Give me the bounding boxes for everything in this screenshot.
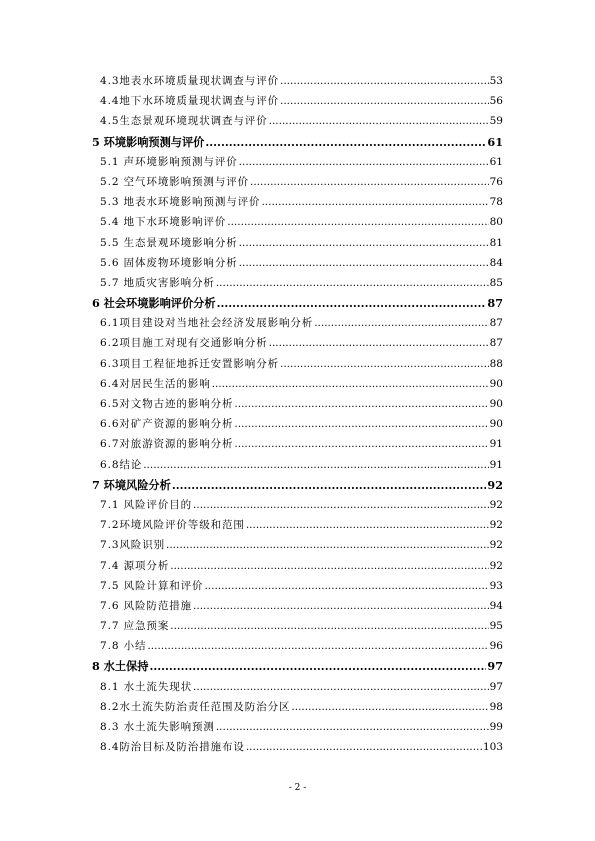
toc-entry-title: 6.5对文物古迹的影响分析 — [100, 398, 234, 410]
toc-entry-page-number: 90 — [489, 377, 503, 390]
toc-entry-page-number: 84 — [489, 256, 503, 269]
toc-entry-title: 6.4对居民生活的影响 — [100, 377, 211, 390]
toc-dot-leader — [261, 192, 488, 212]
toc-entry-page-number: 103 — [482, 741, 503, 754]
toc-chapter-entry[interactable] — [92, 656, 503, 676]
toc-entry-title: 4.5生态景观环境现状调查与评价 — [100, 115, 268, 128]
toc-chapter-entry[interactable] — [92, 293, 503, 313]
toc-dot-leader — [172, 475, 487, 495]
toc-entry-page-number: 98 — [489, 700, 503, 713]
toc-section-entry[interactable] — [92, 495, 503, 515]
toc-dot-leader — [193, 495, 489, 515]
toc-dot-leader — [234, 434, 488, 454]
toc-entry-title: 5.4 地下水环境影响评价 — [100, 216, 227, 229]
table-of-contents — [92, 71, 503, 757]
toc-section-entry[interactable] — [92, 414, 503, 434]
toc-entry-page-number: 92 — [487, 477, 503, 492]
toc-dot-leader — [166, 535, 489, 555]
toc-entry-page-number: 87 — [489, 317, 503, 330]
toc-entry-page-number: 92 — [489, 539, 503, 552]
toc-dot-leader — [212, 374, 489, 394]
toc-entry-page-number: 96 — [489, 640, 503, 653]
toc-section-entry[interactable] — [92, 152, 503, 172]
toc-entry-title: 5.7 地质灾害影响分析 — [100, 276, 215, 289]
toc-entry-page-number: 85 — [489, 276, 503, 289]
toc-dot-leader — [280, 71, 489, 91]
toc-dot-leader — [269, 333, 489, 353]
toc-dot-leader — [204, 576, 488, 596]
toc-entry-page-number: 92 — [489, 519, 503, 532]
toc-entry-title: 8.2水土流失防治责任范围及防治分区 — [100, 700, 291, 713]
toc-entry-page-number: 90 — [489, 398, 503, 410]
toc-section-entry[interactable] — [92, 91, 503, 111]
toc-section-entry[interactable] — [92, 556, 503, 576]
toc-dot-leader — [246, 515, 489, 535]
toc-section-entry[interactable] — [92, 515, 503, 535]
toc-entry-title: 7.7 应急预案 — [100, 620, 170, 633]
toc-section-entry[interactable] — [92, 313, 503, 333]
toc-dot-leader — [234, 414, 488, 434]
toc-section-entry[interactable] — [92, 212, 503, 232]
toc-section-entry[interactable] — [92, 434, 503, 454]
toc-entry-page-number: 78 — [489, 196, 503, 209]
toc-dot-leader — [250, 172, 489, 192]
toc-section-entry[interactable] — [92, 677, 503, 697]
toc-entry-page-number: 61 — [489, 155, 503, 168]
toc-dot-leader — [205, 132, 486, 152]
toc-entry-page-number: 53 — [489, 75, 503, 87]
toc-section-entry[interactable] — [92, 455, 503, 475]
toc-entry-title: 6 社会环境影响评价分析 — [92, 296, 216, 311]
toc-entry-title: 7.5 风险计算和评价 — [100, 579, 204, 592]
toc-entry-title: 7.3风险识别 — [100, 539, 165, 552]
toc-entry-title: 5 环境影响预测与评价 — [92, 134, 205, 149]
toc-entry-title: 6.1项目建设对当地社会经济发展影响分析 — [100, 317, 314, 330]
toc-entry-page-number: 90 — [489, 418, 503, 431]
toc-dot-leader — [291, 697, 488, 717]
toc-entry-page-number: 97 — [487, 659, 503, 674]
toc-entry-title: 5.5 生态景观环境影响分析 — [100, 236, 238, 249]
toc-entry-page-number: 91 — [489, 438, 503, 451]
toc-entry-page-number: 92 — [489, 498, 503, 511]
toc-entry-title: 6.8结论 — [100, 458, 143, 471]
toc-chapter-entry[interactable] — [92, 132, 503, 152]
toc-entry-title: 8.1 水土流失现状 — [100, 680, 193, 693]
toc-entry-page-number: 87 — [487, 296, 503, 311]
toc-entry-title: 7.4 源项分析 — [100, 559, 170, 572]
toc-entry-title: 7.8 小结 — [100, 640, 147, 653]
toc-dot-leader — [280, 91, 489, 111]
toc-dot-leader — [246, 737, 482, 757]
toc-entry-title: 7.1 风险评价目的 — [100, 498, 193, 511]
toc-entry-title: 8 水土保持 — [92, 659, 149, 674]
toc-section-entry[interactable] — [92, 111, 503, 131]
toc-section-entry[interactable] — [92, 576, 503, 596]
toc-entry-page-number: 93 — [489, 579, 503, 592]
toc-section-entry[interactable] — [92, 697, 503, 717]
toc-dot-leader — [170, 556, 488, 576]
toc-entry-page-number: 94 — [489, 599, 503, 612]
toc-section-entry[interactable] — [92, 636, 503, 656]
toc-section-entry[interactable] — [92, 616, 503, 636]
toc-section-entry[interactable] — [92, 192, 503, 212]
toc-section-entry[interactable] — [92, 737, 503, 757]
toc-entry-page-number: 81 — [489, 236, 503, 249]
toc-dot-leader — [217, 293, 487, 313]
toc-dot-leader — [193, 596, 489, 616]
toc-dot-leader — [239, 233, 489, 253]
toc-entry-title: 8.3 水土流失影响预测 — [100, 721, 215, 733]
toc-section-entry[interactable] — [92, 71, 503, 91]
toc-chapter-entry[interactable] — [92, 475, 503, 495]
toc-section-entry[interactable] — [92, 233, 503, 253]
toc-entry-page-number: 59 — [489, 115, 503, 128]
toc-entry-title: 4.3地表水环境质量现状调查与评价 — [100, 75, 279, 87]
toc-entry-title: 8.4防治目标及防治措施布设 — [100, 741, 245, 754]
toc-section-entry[interactable] — [92, 596, 503, 616]
toc-entry-title: 5.6 固体废物环境影响分析 — [100, 256, 238, 269]
toc-dot-leader — [170, 616, 488, 636]
toc-entry-title: 6.6对矿产资源的影响分析 — [100, 418, 234, 431]
toc-dot-leader — [149, 656, 486, 676]
toc-section-entry[interactable] — [92, 273, 503, 293]
page-number-footer: - 2 - — [288, 783, 307, 793]
toc-dot-leader — [239, 253, 489, 273]
toc-dot-leader — [269, 111, 489, 131]
toc-section-entry[interactable] — [92, 354, 503, 374]
toc-entry-title: 5.3 地表水环境影响预测与评价 — [100, 196, 261, 209]
toc-entry-page-number: 88 — [489, 357, 503, 370]
toc-dot-leader — [216, 717, 489, 737]
toc-entry-page-number: 76 — [489, 175, 503, 188]
toc-entry-title: 7.2环境风险评价等级和范围 — [100, 519, 245, 532]
toc-dot-leader — [239, 152, 489, 172]
toc-section-entry[interactable] — [92, 535, 503, 555]
toc-entry-title: 6.7对旅游资源的影响分析 — [100, 438, 234, 451]
toc-entry-page-number: 95 — [489, 620, 503, 633]
toc-dot-leader — [280, 354, 489, 374]
toc-section-entry[interactable] — [92, 333, 503, 353]
toc-entry-page-number: 56 — [489, 95, 503, 108]
toc-entry-title: 4.4地下水环境质量现状调查与评价 — [100, 95, 279, 108]
toc-dot-leader — [234, 394, 488, 414]
toc-dot-leader — [193, 677, 489, 697]
toc-section-entry[interactable] — [92, 253, 503, 273]
toc-section-entry[interactable] — [92, 717, 503, 737]
toc-dot-leader — [227, 212, 488, 232]
toc-entry-title: 5.2 空气环境影响预测与评价 — [100, 175, 250, 188]
toc-dot-leader — [216, 273, 489, 293]
toc-entry-page-number: 92 — [489, 559, 503, 572]
toc-entry-title: 7.6 风险防范措施 — [100, 599, 193, 612]
toc-entry-page-number: 97 — [489, 680, 503, 693]
toc-entry-page-number: 87 — [489, 337, 503, 350]
toc-section-entry[interactable] — [92, 394, 503, 414]
toc-dot-leader — [143, 455, 488, 475]
toc-entry-title: 5.1 声环境影响预测与评价 — [100, 155, 238, 168]
toc-section-entry[interactable] — [92, 172, 503, 192]
toc-entry-title: 6.3项目工程征地拆迁安置影响分析 — [100, 357, 279, 370]
toc-entry-title: 7 环境风险分析 — [92, 477, 171, 492]
toc-entry-page-number: 61 — [487, 134, 503, 149]
toc-entry-page-number: 80 — [489, 216, 503, 229]
toc-dot-leader — [314, 313, 488, 333]
toc-section-entry[interactable] — [92, 374, 503, 394]
toc-entry-title: 6.2项目施工对现有交通影响分析 — [100, 337, 268, 350]
toc-entry-page-number: 91 — [489, 458, 503, 471]
toc-entry-page-number: 99 — [489, 721, 503, 733]
toc-dot-leader — [147, 636, 488, 656]
